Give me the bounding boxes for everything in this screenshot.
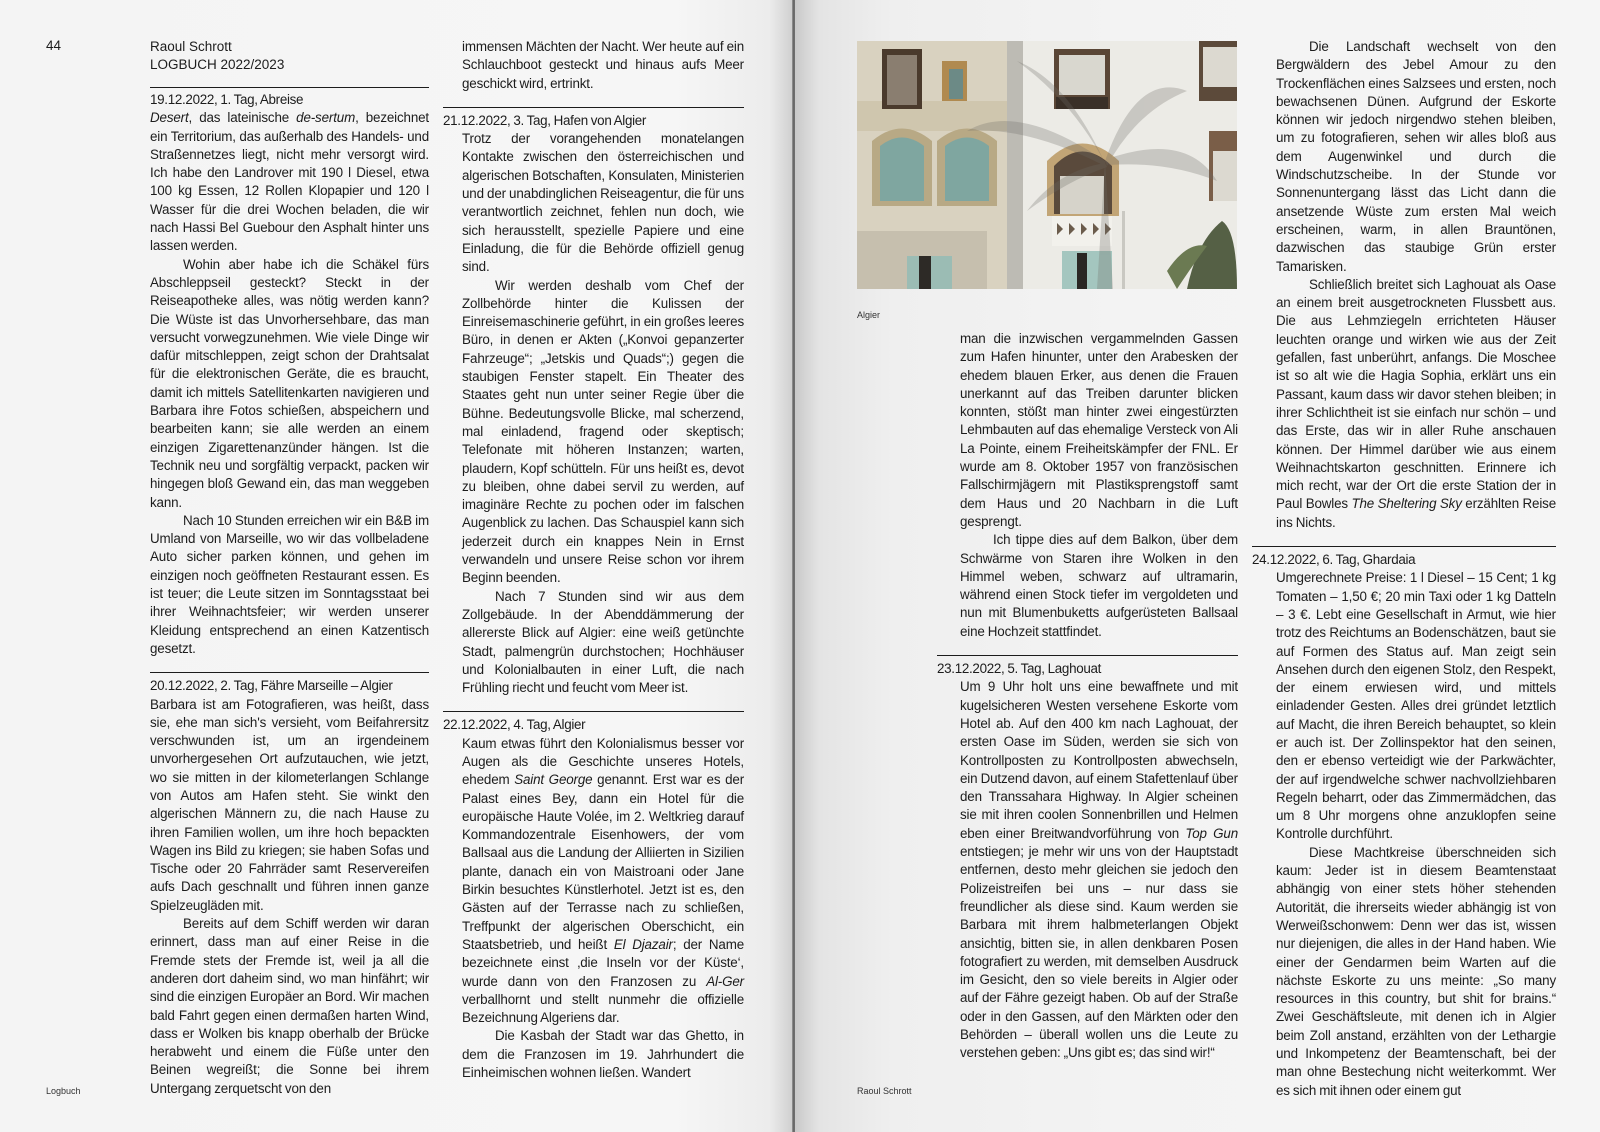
log-entry — [443, 112, 744, 698]
author-name: Raoul Schrott — [150, 39, 232, 54]
paragraph: immensen Mächten der Nacht. Wer heute auf ein Schlauchboot gesteckt und hinaus aufs Meer geschickt wird, ertrinkt. — [462, 39, 744, 91]
book-title: LOGBUCH 2022/2023 — [150, 57, 285, 73]
page-footer: Raoul Schrott — [857, 1086, 912, 1096]
entry-divider — [1252, 546, 1556, 547]
paragraph: Die Landschaft wechselt von den Bergwäldern des Jebel Amour zu den Trockenflächen eines Salzsees und ersten, noch bewachsenen Dünen. Aufgrund der Eskorte können wir jedoch nirgendwo stehen bleiben, um zu fotografieren, sehen wir alles bloß aus dem Augenwinkel und durch die Windschutzscheibe. In der Stunde vor Sonnenuntergang lässt das Licht dann die ansetzende Wüste zum ersten Mal weich erscheinen, warm, in allen Brauntönen, dazwischen das staubige Grün erster Tamarisken. — [1276, 39, 1556, 274]
entry-heading: 22.12.2022, 4. Tag, Algier — [443, 717, 586, 733]
paragraph: Diese Machtkreise überschneiden sich kaum: Jeder ist in diesem Beamtenstaat abhängig von einer stets höher stehenden Autorität, die ihrerseits wieder abhängig ist von Werweißschonwem: Denn wer das ist, wissen nur diejenigen, die alles in der Hand haben. Wie einer der Gendarmen beim Warten auf die nächste Eskorte zu uns meinte: „So many resources in this country, but shit for brains.“ Zwei Geschäftsleute, mit denen ich in Algier beim Zoll anstand, erzählten von der Lethargie und Inkompetenz der Beamtenschaft, bei der man ohne Bestechung nicht weiterkommt. Wer es sich mit ihnen oder einem gut — [1276, 844, 1556, 1098]
paragraph: Um 9 Uhr holt uns eine bewaffnete und mit kugelsicheren Westen versehene Eskorte vom Hotel ab. Auf den 400 km nach Laghouat, der ersten Oase im Süden, werden sie sich von Kontrollposten zu Kontrollposten abwechseln, ein Dutzend davon, auf einem Stafettenlauf über den Transsahara Highway. In Algier scheinen sie mit ihren coolen Sonnenbrillen und Helmen eben einer Breitwandvorführung von Top Gun entstiegen; je mehr wir uns von der Hauptstadt entfernen, desto mehr gleichen sie jedoch den Polizeistreifen bei uns – nur dass sie freundlicher als diese sind. Kaum werden sie Barbara mit ihrem halbmeterlangen Objekt ansichtig, bitten sie, in allen denkbaren Posen fotografiert zu werden, mit demselben Ausdruck im Gesicht, den so viele bereits in Algier oder auf der Fähre gezeigt haben. Ob auf der Straße oder in den Gassen, auf den Märkten oder den Behörden – überall wollen uns die Leute zu verstehen geben: „Uns gibt es; das sind wir!“ — [960, 679, 1238, 1061]
entry-heading: 23.12.2022, 5. Tag, Laghouat — [937, 661, 1102, 677]
paragraph: Umgerechnete Preise: 1 l Diesel – 15 Cent; 1 kg Tomaten – 1,50 €; 20 min Taxi oder 1 kg Datteln – 3 €. Lebt eine Gesellschaft in Armut, wie hier trotz des Reichtums an Bodenschätzen, baut sie auf Formen des Status auf. Man zeigt sein Ansehen durch den eigenen Stolz, den Respekt, der einem erwiesen wird, und mittels einladender Gesten. Alles drei gründet letztlich auf Macht, die ihren Bereich behauptet, so klein er auch ist. Der Zollinspektor hat den seinen, den er ebenso verteidigt wie der Parkwächter, der auf irgendwelche schwer nachvollziehbaren Regeln beharrt, oder das Zimmermädchen, das um 8 Uhr morgens ohne anzuklopfen seine Kontrolle durchführt. — [1276, 570, 1556, 842]
paragraph: Barbara ist am Fotografieren, was heißt, dass sie, ehe man sich's versieht, vom Beifahrersitz verschwunden ist, um an irgendeinem unvorhergesehen Ort aufzutauchen, wie jetzt, wo sie mitten in der kilometerlangen Schlange von Autos am Hafen steht. Sie winkt den algerischen Männern zu, die nach Hause zu ihren Familien wollen, um ihre hoch bepackten Wagen ins Bild zu kriegen; sie haben Sofas und Tische oder 20 Fahrräder samt Reservereifen aufs Dach geschnallt und führen innen ganze Spielzeugläden mit. — [150, 696, 429, 913]
log-entry — [937, 660, 1238, 1063]
entry-heading: 21.12.2022, 3. Tag, Hafen von Algier — [443, 112, 647, 128]
paragraph: Wohin aber habe ich die Schäkel fürs Abschleppseil gesteckt? Steckt in der Reiseapotheke alles, was nötig werden kann? Die Wüste ist das Unvorhersehbare, das man versucht vorwegzunehmen. Wie viele Dinge wir dafür mitschleppen, zeigt schon der Drahtsalat für die elektronischen Geräte, die es braucht, damit ich mittels Satellitenkarten navigieren und Barbara ihre Fotos schießen, abspeichern und bearbeiten kann; sie alle werden an einem einzigen Zigarettenanzünder hängen. Ist die Technik neu und sorgfältig verpackt, packen wir hingegen bloß Gewand ein, das man weggeben kann. — [150, 256, 429, 510]
entry-heading: 20.12.2022, 2. Tag, Fähre Marseille – Algier — [150, 678, 393, 694]
entry-divider — [443, 711, 744, 712]
page-footer: Logbuch — [46, 1086, 81, 1096]
building-photo — [857, 41, 1237, 289]
text-column-2 — [443, 38, 745, 1082]
paragraph: Bereits auf dem Schiff werden wir daran erinnert, dass man auf einer Reise in die Fremde stets der Fremde ist, weil ja all die anderen dort daheim sind, wo man hinfährt; wir sind die einzigen Europäer an Bord. Wir machen bald Fahrt gegen einen dermaßen harten Wind, dass er Wolken bis knapp oberhalb der Brücke herabweht und einem die Füße unter den Beinen wegreißt; die Sonne bei ihrem Untergang zerquetscht von den — [150, 916, 429, 1096]
page-number: 44 — [46, 38, 62, 53]
entry-divider — [937, 655, 1238, 656]
paragraph: Die Kasbah der Stadt war das Ghetto, in dem die Franzosen im 19. Jahrhundert die Einheimischen wohnen ließen. Wandert — [462, 1028, 744, 1081]
entry-divider — [443, 107, 744, 108]
log-entry — [1252, 551, 1556, 1100]
paragraph: Wir werden deshalb vom Chef der Zollbehörde hinter die Kulissen der Einreisemaschinerie geführt, in ein großes leeres Büro, in denen er Akten („Konvoi gepanzerter Fahrzeuge“; „Jetskis und Quads“;) gegen die staubigen Fenster stapelt. Ein Theater des Staates geht nun unter seiner Regie über die Bühne. Bedeutungsvolle Blicke, mal scherzend, mal einladend, fragend oder skeptisch; Telefonate mit höheren Instanzen; warten, plaudern, Kopf schütteln. Für uns heißt es, devot zu bleiben, ohne dabei servil zu werden, auf imaginäre Rechte zu pochen oder im falschen Augenblick zu lachen. Das Schauspiel kann sich jederzeit durch ein knappes Nein in Ernst verwandeln und unsere Reise schon vor ihrem Beginn beenden. — [462, 277, 744, 586]
paragraph: man die inzwischen vergammelnden Gassen zum Hafen hinunter, unter den Arabesken der ehedem blauen Erker, aus denen die Frauen unerkannt auf das Treiben darunter blicken konnten, stößt man hinter zwei eingestürzten Lehmbauten auf das ehemalige Versteck von Ali La Pointe, einem Freiheitskämpfer der FNL. Er wurde am 8. Oktober 1957 von französischen Fallschirmjägern mit Plastiksprengstoff samt dem Haus und 20 Nachbarn in die Luft gesprengt. — [960, 331, 1238, 529]
entry-heading: 24.12.2022, 6. Tag, Ghardaia — [1252, 552, 1416, 568]
log-entry — [443, 716, 745, 1082]
left-page — [0, 0, 793, 1132]
text-column-4 — [1252, 38, 1556, 1100]
photo-caption: Algier — [857, 310, 881, 320]
paragraph: Ich tippe dies auf dem Balkon, über dem Schwärme von Staren ihre Wolken in den Himmel weben, schwarz auf ultramarin, während einen Stock tiefer im vergoldeten und nun mit Blumenbuketts aufgerüsteten Ballsaal eine Hochzeit stattfindet. — [960, 532, 1238, 639]
photo-algier — [857, 41, 1237, 289]
paragraph: Trotz der vorangehenden monatelangen Kontakte zwischen den österreichischen und algerischen Botschaften, Konsulaten, Ministerien und der unabdinglichen Reiseagentur, die für uns verantwortlich zeichnet, fehlen nun doch, wie sich herausstellt, spezielle Papiere und eine Einladung, die für die Behörde offiziell genug sind. — [462, 131, 744, 275]
entry-divider — [150, 672, 429, 673]
paragraph: Nach 10 Stunden erreichen wir ein B&B im Umland von Marseille, wo wir das vollbeladene Auto sicher parken können, und gehen im einzigen noch geöffneten Restaurant essen. Es ist teuer; die Leute sitzen im Sonntagsstaat bei ihrer Weihnachtsfeier; wir werden unserer Kleidung entsprechend an einen Katzentisch gesetzt. — [150, 512, 429, 656]
text-column-1 — [150, 87, 429, 1098]
entry-heading: 19.12.2022, 1. Tag, Abreise — [150, 92, 304, 107]
paragraph: Nach 7 Stunden sind wir aus dem Zollgebäude. In der Abenddämmerung der allererste Blick auf Algier: eine weiß getünchte Stadt, palmengrün durchstochen; Hochhäuser und Kolonialbauten in einer Luft, die nach Frühling riecht und feucht vom Meer ist. — [462, 588, 744, 696]
text-column-3 — [937, 330, 1238, 1063]
log-entry — [150, 677, 429, 1098]
paragraph: Schließlich breitet sich Laghouat als Oase an einem breit ausgetrockneten Flussbett aus. Die aus Lehmziegeln errichteten Häuser leuchten orange und wirken wie aus der Zeit gefallen, fast unberührt, anfangs. Die Moschee ist so alt wie die Hagia Sophia, erklärt uns ein Passant, kaum dass wir davor stehen bleiben; in ihrer Schlichtheit ist sie einfach nur schön – und das Erste, das wir in aller Ruhe anschauen können. Der Himmel darüber wie aus einem Weihnachtskarton geschnitten. Erinnere ich mich recht, war der Ort die erste Station der in Paul Bowles The Sheltering Sky erzählten Reise ins Nichts. — [1276, 276, 1556, 530]
log-entry — [150, 91, 429, 658]
paragraph: Desert, das lateinische de-sertum, bezeichnet ein Territorium, das außerhalb des Handels- und Straßennetzes liegt, nicht mehr versorgt wird. Ich habe den Landrover mit 190 l Diesel, etwa 100 kg Essen, 12 Rollen Klopapier und 120 l Wasser für die drei Wochen beladen, die wir nach Hassi Bel Guebour den Asphalt hinter uns lassen werden. — [150, 110, 429, 254]
entry-divider — [150, 87, 429, 88]
running-header — [150, 38, 284, 75]
paragraph: Kaum etwas führt den Kolonialismus besser vor Augen als die Geschichte unseres Hotels, ehedem Saint George genannt. Erst war es der Palast eines Bey, dann ein Hotel für die europäische Haute Volée, im 2. Weltkrieg darauf Kommandozentrale Eisenhowers, der vom Ballsaal aus die Landung der Alliierten in Sizilien plante, danach ein von Maistroani oder Jane Birkin besuchtes Künstlerhotel. Jetzt ist es, den Gästen auf der Terrasse nach zu schließen, Treffpunkt der algerischen Oberschicht, ein Staatsbetrieb, und heißt El Djazair; der Name bezeichnete einst ‚die Inseln vor der Küste‘, wurde dann von den Franzosen zu Al-Ger verballhornt und stellt nunmehr die offizielle Bezeichnung Algeriens dar. — [462, 735, 745, 1026]
